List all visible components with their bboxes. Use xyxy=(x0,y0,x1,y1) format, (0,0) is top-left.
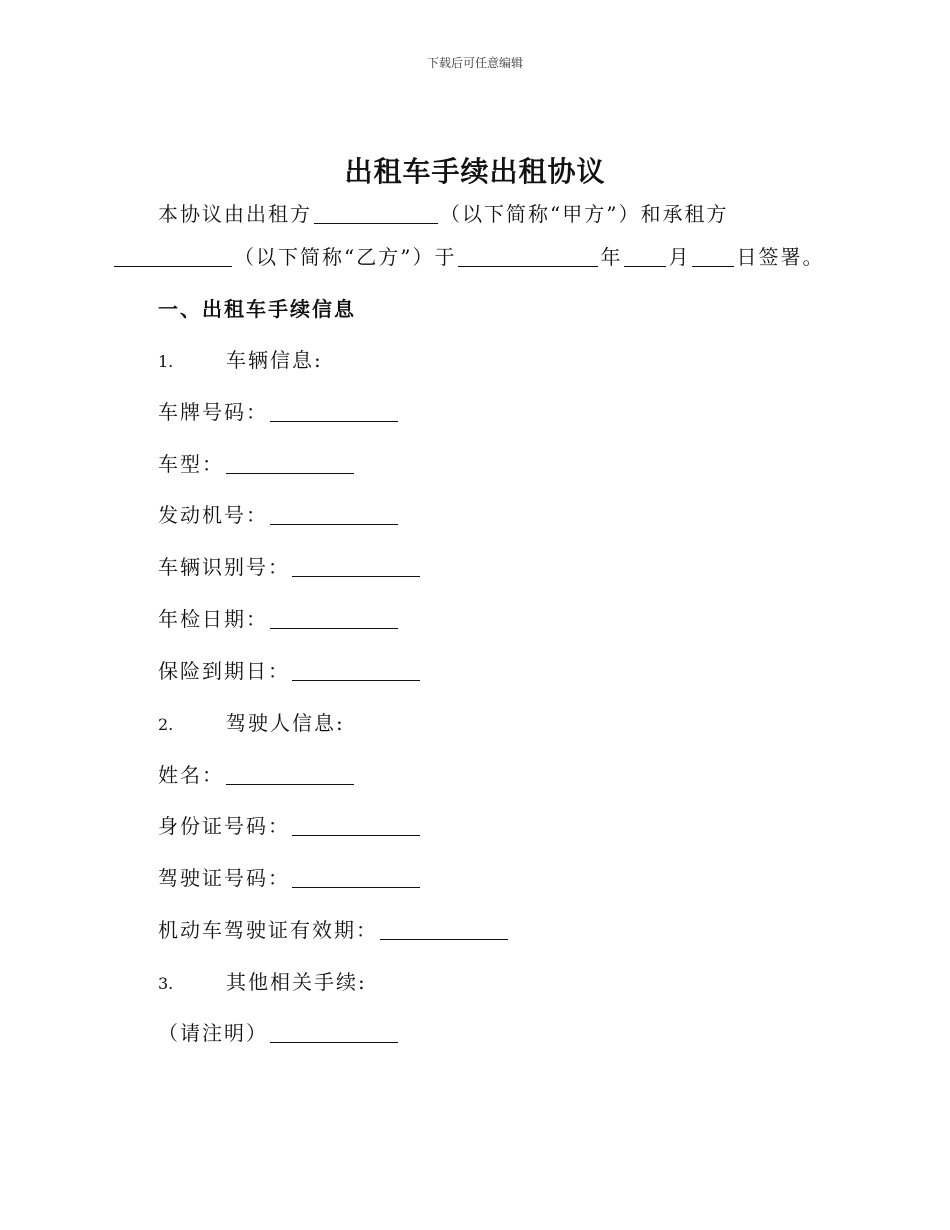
intro-text-lessee: （以下简称“甲方”）和承租方 xyxy=(440,202,729,226)
lessor-name-blank[interactable] xyxy=(314,203,438,224)
field-label: 车牌号码： xyxy=(158,400,268,424)
field-label: 姓名： xyxy=(158,763,224,787)
field-blank[interactable] xyxy=(380,919,508,940)
intro-line-1 xyxy=(158,198,728,227)
item-3-title xyxy=(158,966,367,995)
field-blank[interactable] xyxy=(226,453,354,474)
item-3-number: 3. xyxy=(158,974,174,993)
field-blank[interactable] xyxy=(270,504,398,525)
field-blank[interactable] xyxy=(292,867,420,888)
field-inspection-date xyxy=(158,603,400,632)
item-1-title xyxy=(158,344,323,373)
item-1-label: 车辆信息: xyxy=(226,348,323,372)
intro-text-lessor: 本协议由出租方 xyxy=(158,202,312,226)
lessee-name-blank[interactable] xyxy=(114,246,232,267)
field-blank[interactable] xyxy=(226,764,354,785)
field-blank[interactable] xyxy=(270,608,398,629)
item-2-label: 驾驶人信息: xyxy=(226,711,345,735)
page-header: 下载后可任意编辑 xyxy=(426,56,523,70)
intro-line-2 xyxy=(112,241,824,270)
field-blank[interactable] xyxy=(292,815,420,836)
month-blank[interactable] xyxy=(624,246,666,267)
field-label: 车辆识别号： xyxy=(158,555,290,579)
field-blank[interactable] xyxy=(270,1022,398,1043)
field-label: （请注明） xyxy=(158,1021,268,1045)
field-engine-number xyxy=(158,499,400,528)
field-label: 身份证号码： xyxy=(158,814,290,838)
field-label: 机动车驾驶证有效期： xyxy=(158,918,378,942)
field-label: 保险到期日： xyxy=(158,659,290,683)
field-label: 车型： xyxy=(158,452,224,476)
day-blank[interactable] xyxy=(692,246,734,267)
document-title: 出租车手续出租协议 xyxy=(344,155,606,188)
field-blank[interactable] xyxy=(270,401,398,422)
month-label: 月 xyxy=(668,245,691,269)
item-2-title xyxy=(158,707,345,736)
field-label: 发动机号： xyxy=(158,503,268,527)
field-label: 年检日期： xyxy=(158,607,268,631)
field-vin xyxy=(158,551,422,580)
field-id-number xyxy=(158,810,422,839)
item-3-label: 其他相关手续: xyxy=(226,970,367,994)
field-blank[interactable] xyxy=(292,556,420,577)
field-plate-number xyxy=(158,396,400,425)
field-license-number xyxy=(158,862,422,891)
year-label: 年 xyxy=(600,245,623,269)
field-blank[interactable] xyxy=(292,660,420,681)
field-label: 驾驶证号码： xyxy=(158,866,290,890)
year-blank[interactable] xyxy=(458,246,598,267)
day-label: 日签署。 xyxy=(736,245,825,269)
field-driver-name xyxy=(158,759,356,788)
field-insurance-expiry xyxy=(158,655,422,684)
section-1-heading: 一、出租车手续信息 xyxy=(158,297,356,321)
field-other-notes xyxy=(158,1017,400,1046)
field-license-validity xyxy=(158,914,510,943)
item-1-number: 1. xyxy=(158,352,174,371)
field-vehicle-model xyxy=(158,448,356,477)
intro-text-date: （以下简称“乙方”）于 xyxy=(234,245,457,269)
item-2-number: 2. xyxy=(158,715,174,734)
